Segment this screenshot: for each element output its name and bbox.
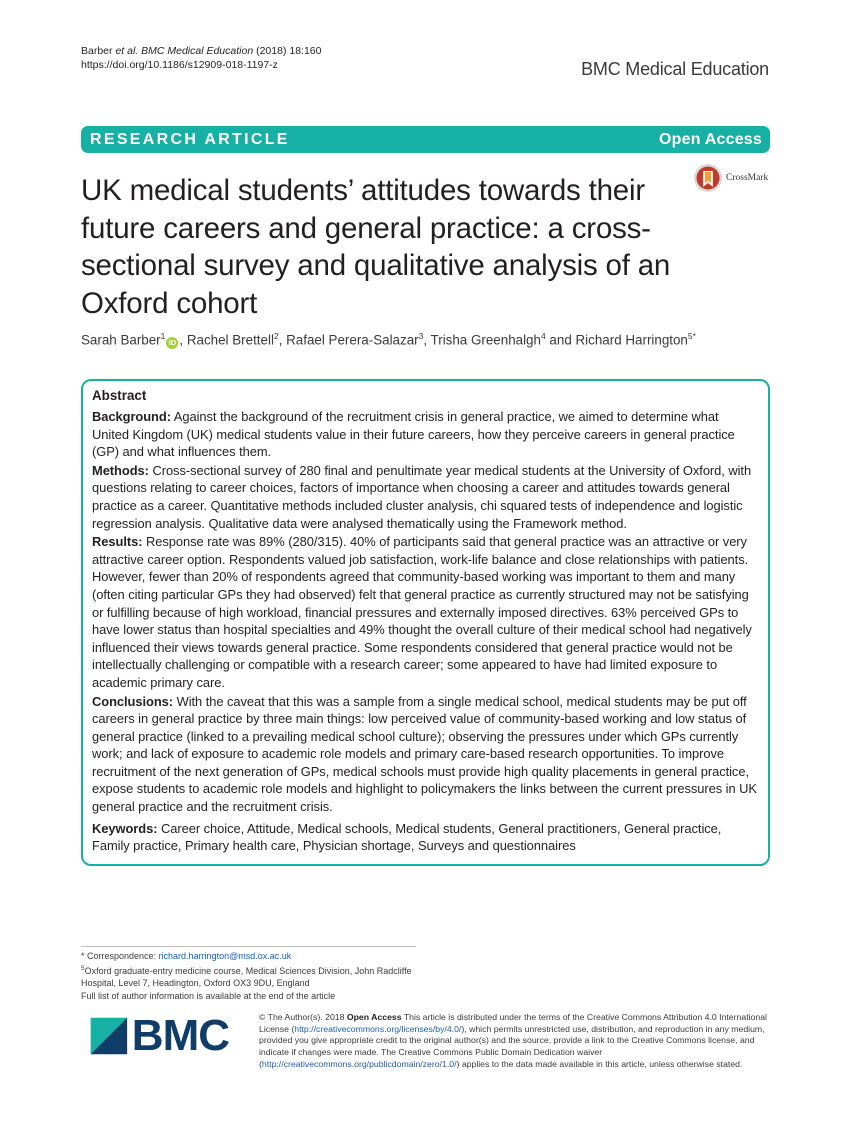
author-name: Rachel Brettell <box>186 332 274 348</box>
license-open-access: Open Access <box>346 1012 402 1022</box>
author-name: Sarah Barber <box>81 332 161 348</box>
full-list-note: Full list of author information is available at the end of the article <box>81 990 336 1001</box>
author-name: Trisha Greenhalgh <box>430 332 541 348</box>
abstract-box <box>81 379 770 866</box>
article-type-label: RESEARCH ARTICLE <box>90 130 290 148</box>
section-text: With the caveat that this was a sample from a single medical school, medical students may be put off careers in general practice by three main things: low perceived value of community-based working and low status of general practice (linked to a prevailing medical school culture); observing the pressures under which GPs currently work; and lack of exposure to academic role models and primary care-based research opportunities. To improve recruitment of the next generation of GPs, medical schools must provide high quality placements in general practice, expose students to academic role models and highlight to policymakers the links between the current pressures in UK general practice and the recruitment crisis. <box>92 693 757 815</box>
license-part: ), which permits unrestricted use, distribution, and reproduction in any medium, provided you give appropriate credit to the original author(s) and the source, provide a link to the Creative Commons license, and indicate if changes were made. The Creative Commons Public Domain Dedication waiver ( <box>259 1023 765 1069</box>
section-label: Conclusions: <box>92 693 174 709</box>
section-text: Career choice, Attitude, Medical schools, Medical students, General practitioners, General practice, Family practice, Primary health care, Physician shortage, Surveys and questionnaires <box>92 820 722 854</box>
author-affiliation-sup: 3 <box>418 331 424 341</box>
abstract-keywords <box>92 820 758 855</box>
crossmark-badge[interactable] <box>693 163 773 193</box>
author-separator: , <box>423 332 431 348</box>
bmc-logo-icon <box>89 1012 129 1060</box>
bmc-logo <box>89 1011 229 1061</box>
author-affiliation-sup: 2 <box>273 331 279 341</box>
abstract-methods <box>92 462 758 532</box>
affiliation-text: Oxford graduate-entry medicine course, Medical Sciences Division, John Radcliffe Hospital, Level 7, Headington, Oxford OX3 9DU, England <box>81 965 412 989</box>
author-separator: and <box>545 332 576 348</box>
citation-header <box>81 44 321 72</box>
abstract-heading: Abstract <box>92 388 147 403</box>
section-text: Response rate was 89% (280/315). 40% of participants said that general practice was an attractive or very attractive career option. Respondents valued job satisfaction, work-life balance and close relationships with patients. However, fewer than 20% of respondents agreed that community-based working was important to them and many (often citing particular GPs they had observed) felt that general practice as currently structured may not be satisfying or fulfilling because of high workload, financial pressures and externally imposed directives. 63% perceived GPs to have lower status than hospital specialties and 49% thought the overall culture of their medical school had negatively influenced their views towards general practice. Some respondents considered that general practice would not be intellectually challenging or compatible with a research career; some appeared to have had limited exposure to academic primary care. <box>92 534 752 690</box>
article-title: UK medical students’ attitudes towards their future careers and general practice: a cross-sectional survey and qualitative analysis of an Oxford cohort <box>81 174 671 320</box>
citation-authors: Barber <box>81 45 113 57</box>
article-type-banner <box>81 126 770 153</box>
author-list <box>81 331 696 349</box>
citation-volume: (2018) 18:160 <box>256 45 322 57</box>
crossmark-label: CrossMark <box>726 173 769 183</box>
citation-journal: et al. BMC Medical Education <box>115 45 254 57</box>
orcid-icon[interactable]: iD <box>166 337 178 349</box>
crossmark-icon <box>693 163 723 193</box>
affiliation-line <box>81 963 416 990</box>
abstract-background <box>92 408 758 461</box>
section-label: Methods: <box>92 462 149 478</box>
footnotes <box>81 946 416 1002</box>
open-access-label: Open Access <box>659 130 762 148</box>
license-url-link[interactable]: http://creativecommons.org/licenses/by/4.0/ <box>294 1023 462 1034</box>
author-affiliation-sup: 5* <box>687 331 696 341</box>
author-affiliation-sup: 4 <box>540 331 546 341</box>
correspondence-email-link[interactable]: richard.harrington@msd.ox.ac.uk <box>158 951 292 961</box>
section-label: Background: <box>92 409 171 424</box>
author-separator: , <box>278 332 287 348</box>
section-text: Cross-sectional survey of 280 final and penultimate year medical students at the University of Oxford, with questions relating to career choices, factors of importance when choosing a career and attitudes towards general practice as a career. Quantitative methods included cluster analysis, chi squared tests of independence and logistic regression analysis. Qualitative data were analysed thematically using the Framework method. <box>92 462 752 531</box>
abstract-conclusions <box>92 693 758 816</box>
bmc-logo-text: BMC <box>131 1011 229 1060</box>
author-name: Rafael Perera-Salazar <box>286 332 419 348</box>
affiliation-sup: 5 <box>81 964 85 972</box>
license-part: This article is distributed under the terms of the Creative Commons Attribution 4.0 International License ( <box>259 1012 767 1034</box>
license-prefix: © The Author(s). 2018 <box>259 1012 347 1022</box>
citation-line <box>81 44 321 58</box>
doi-link[interactable]: https://doi.org/10.1186/s12909-018-1197-z <box>81 59 278 71</box>
public-domain-url-link[interactable]: http://creativecommons.org/publicdomain/zero/1.0/ <box>261 1058 457 1069</box>
license-text <box>259 1012 770 1071</box>
section-label: Results: <box>92 534 143 550</box>
section-label: Keywords: <box>92 820 158 836</box>
author-affiliation-sup: 1 <box>160 331 166 341</box>
correspondence-label: * Correspondence: <box>81 951 159 961</box>
author-name: Richard Harrington <box>575 332 688 348</box>
section-text: Against the background of the recruitment crisis in general practice, we aimed to determine what United Kingdom (UK) medical students value in their future careers, how they perceive careers in general practice (GP) and what influences them. <box>92 409 735 460</box>
abstract-results <box>92 533 758 691</box>
correspondence-line <box>81 950 416 963</box>
license-part: ) applies to the data made available in this article, unless otherwise stated. <box>456 1058 743 1069</box>
author-separator: , <box>179 332 187 348</box>
journal-name: BMC Medical Education <box>581 59 769 79</box>
